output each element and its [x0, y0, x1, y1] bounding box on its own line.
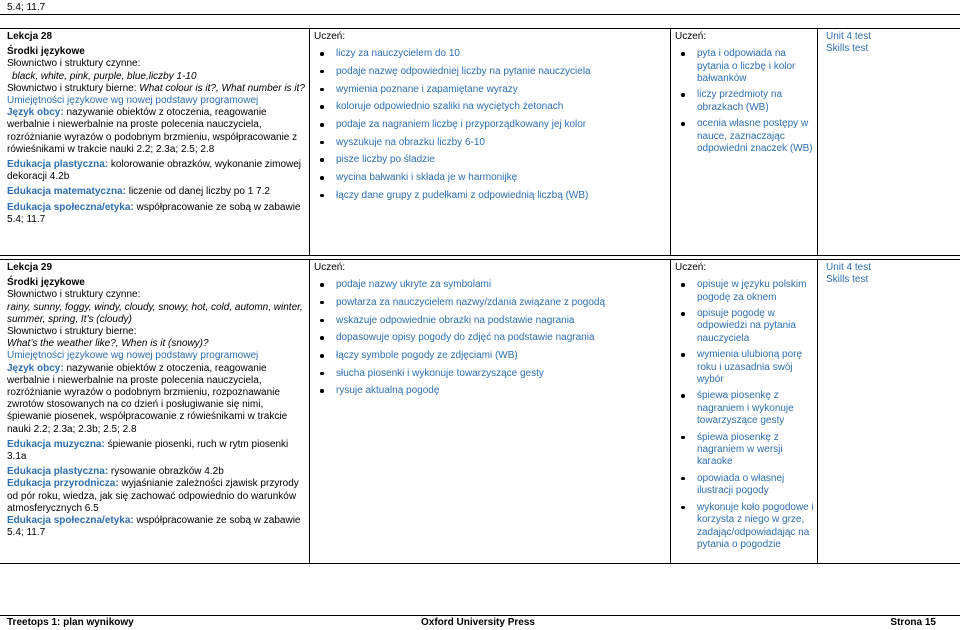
col-divider	[670, 28, 671, 255]
uczen-label: Uczeń:	[675, 31, 707, 42]
list-item: koloruje odpowiednio szaliki na wyciętych żetonach	[314, 101, 666, 113]
edukacja-text: kolorowanie obrazków, wykonanie zimowej dekoracji 4.2b	[7, 159, 302, 183]
edukacja-text: wyjaśnianie zależności zjawisk przyrody od pór roku, wiedza, jak się zachować odpowiednio do warunków atmosferycznych 6.5	[7, 478, 299, 514]
jezyk-label: Język obcy:	[7, 107, 64, 119]
list-item: wycina bałwanki i składa je w harmonijkę	[314, 172, 666, 184]
uczen-label: Uczeń:	[314, 31, 346, 42]
extended-outcomes-list	[675, 48, 815, 155]
list-item: łączy dane grupy z pudełkami z odpowiednią liczbą (WB)	[314, 190, 666, 202]
lesson-28-test-cell	[826, 31, 956, 55]
col-divider	[309, 28, 310, 255]
list-item: pyta i odpowiada na pytania o liczbę i kolor bałwanków	[675, 48, 815, 85]
edukacja-item	[7, 478, 305, 515]
row2-bottom-border	[0, 563, 960, 564]
edukacja-item	[7, 466, 305, 478]
edukacja-item	[7, 439, 305, 463]
list-item: powtarza za nauczycielem nazwy/zdania związane z pogodą	[314, 297, 666, 309]
unit-test: Unit 4 test	[826, 262, 872, 273]
list-item: dopasowuje opisy pogody do zdjęć na podstawie nagrania	[314, 332, 666, 344]
list-item: śpiewa piosenkę z nagraniem i wykonuje towarzyszące gesty	[675, 390, 815, 427]
row1-bottom-border	[0, 255, 960, 256]
czynne-label: Słownictwo i struktury czynne:	[7, 58, 141, 70]
page-footer	[0, 616, 960, 630]
edukacja-label: Edukacja społeczna/etyka:	[7, 515, 134, 527]
uczen-label: Uczeń:	[675, 262, 707, 273]
list-item: łączy symbole pogody ze zdjęciami (WB)	[314, 350, 666, 362]
top-continuation-text: 5.4; 11.7	[7, 2, 46, 13]
skills-test: Skills test	[826, 274, 869, 286]
edukacja-item	[7, 159, 305, 183]
lesson-28-outcomes-cell	[314, 31, 666, 208]
row2-top-border	[0, 259, 960, 260]
list-item: podaje nazwę odpowiedniej liczby na pytanie nauczyciela	[314, 66, 666, 78]
lesson-28-content-cell	[7, 31, 305, 226]
bierne-vocab: What colour is it?, What number is it?	[139, 82, 305, 94]
edukacja-label: Edukacja plastyczna:	[7, 159, 109, 171]
col-divider	[817, 259, 818, 563]
jezyk-text: nazywanie obiektów z otoczenia, reagowanie werbalnie i niewerbalnie na proste polecenia nauczyciela, rozróżnianie wyrazów o podobnym brzmieniu, współpracowanie z rówieśnikami w trakcie nauki 2.2; 2.3a; 2.5; 2.8	[7, 107, 298, 155]
umiejetnosci-heading: Umiejętności językowe wg nowej podstawy programowej	[7, 95, 259, 107]
lesson-28-extended-outcomes-cell	[675, 31, 815, 159]
list-item: wymienia poznane i zapamiętane wyrazy	[314, 84, 666, 96]
list-item: liczy za nauczycielem do 10	[314, 48, 666, 60]
list-item: wymienia ulubioną porę roku i uzasadnia swój wybór	[675, 349, 815, 386]
table-top-border	[0, 14, 960, 15]
bierne-label: Słownictwo i struktury bierne:	[7, 82, 140, 94]
lesson-title: Lekcja 29	[7, 262, 53, 273]
edukacja-item	[7, 186, 305, 198]
footer-center-text: Oxford University Press	[421, 617, 535, 628]
edukacja-text: rysowanie obrazków 4.2b	[108, 466, 224, 478]
jezyk-label: Język obcy:	[7, 362, 64, 374]
list-item: rysuje aktualną pogodę	[314, 385, 666, 397]
jezyk-obcy	[7, 363, 305, 436]
umiejetnosci-heading: Umiejętności językowe wg nowej podstawy programowej	[7, 350, 259, 362]
srodki-heading: Środki językowe	[7, 46, 85, 58]
edukacja-item	[7, 515, 305, 539]
edukacja-item	[7, 202, 305, 226]
edukacja-label: Edukacja społeczna/etyka:	[7, 201, 134, 213]
jezyk-obcy	[7, 107, 305, 156]
lesson-title: Lekcja 28	[7, 31, 53, 42]
footer-left-text: Treetops 1: plan wynikowy	[7, 617, 134, 628]
czynne-vocab: black, white, pink, purple, blue,liczby 1-10	[12, 70, 197, 82]
unit-test: Unit 4 test	[826, 31, 872, 42]
lesson-29-extended-outcomes-cell	[675, 262, 815, 555]
edukacja-label: Edukacja muzyczna:	[7, 438, 105, 450]
bierne-line	[7, 83, 305, 95]
lesson-29-test-cell	[826, 262, 956, 286]
lesson-29-outcomes-cell	[314, 262, 666, 403]
row1-top-border	[0, 28, 960, 29]
lesson-29-content-cell	[7, 262, 305, 539]
czynne-vocab: rainy, sunny, foggy, windy, cloudy, snowy, hot, cold, automn, winter, summer, spring, It’s (cloudy)	[7, 301, 303, 325]
uczen-label: Uczeń:	[314, 262, 346, 273]
outcomes-list	[314, 279, 666, 397]
footer-page-number: Strona 15	[890, 617, 936, 628]
col-divider	[309, 259, 310, 563]
czynne-label: Słownictwo i struktury czynne:	[7, 289, 141, 301]
edukacja-text: liczenie od danej liczby po 1 7.2	[125, 186, 270, 198]
edukacja-text: śpiewanie piosenki, ruch w rytm piosenki 3.1a	[7, 438, 289, 463]
col-divider	[670, 259, 671, 563]
bierne-label: Słownictwo i struktury bierne:	[7, 326, 137, 338]
edukacja-label: Edukacja przyrodnicza:	[7, 478, 119, 490]
srodki-heading: Środki językowe	[7, 277, 85, 289]
list-item: podaje nazwy ukryte za symbolami	[314, 279, 666, 291]
list-item: opisuje w języku polskim pogodę za oknem	[675, 279, 815, 304]
list-item: wskazuje odpowiednie obrazki na podstawie nagrania	[314, 315, 666, 327]
edukacja-label: Edukacja matematyczna:	[7, 186, 126, 198]
jezyk-text: nazywanie obiektów z otoczenia, reagowanie werbalnie i niewerbalnie na proste polecenia nauczyciela, rozróżnianie wyrazów o podobnym brzmieniu, rozpoznawanie zwrotów stosowanych na co dzień i posługiwanie się nimi, śpiewanie piosenek, współpracowanie z rówieśnikami w trakcie nauki 2.2; 2.3a; 2.3b; 2.5; 2.8	[7, 362, 288, 435]
list-item: wyszukuje na obrazku liczby 6-10	[314, 137, 666, 149]
edukacja-label: Edukacja plastyczna:	[7, 466, 109, 478]
outcomes-list	[314, 48, 666, 202]
edukacja-text: współpracowanie ze sobą w zabawie 5.4; 11.7	[7, 201, 301, 225]
skills-test: Skills test	[826, 43, 869, 55]
list-item: pisze liczby po śladzie	[314, 154, 666, 166]
list-item: liczy przedmioty na obrazkach (WB)	[675, 89, 815, 114]
list-item: słucha piosenki i wykonuje towarzyszące gesty	[314, 368, 666, 380]
list-item: opisuje pogodę w odpowiedzi na pytania nauczyciela	[675, 308, 815, 345]
bierne-vocab: What’s the weather like?, When is it (snowy)?	[7, 338, 209, 350]
list-item: opowiada o własnej ilustracji pogody	[675, 473, 815, 498]
edukacja-text: współpracowanie ze sobą w zabawie 5.4; 11.7	[7, 515, 301, 539]
list-item: śpiewa piosenkę z nagraniem w wersji karaoke	[675, 432, 815, 469]
list-item: ocenia własne postępy w nauce, zaznaczając odpowiedni znaczek (WB)	[675, 118, 815, 155]
list-item: podaje za nagraniem liczbę i przyporządkowany jej kolor	[314, 119, 666, 131]
list-item: wykonuje koło pogodowe i korzysta z niego w grze, zadając/odpowiadając na pytania o pogodzie	[675, 502, 815, 552]
col-divider	[817, 28, 818, 255]
extended-outcomes-list	[675, 279, 815, 551]
